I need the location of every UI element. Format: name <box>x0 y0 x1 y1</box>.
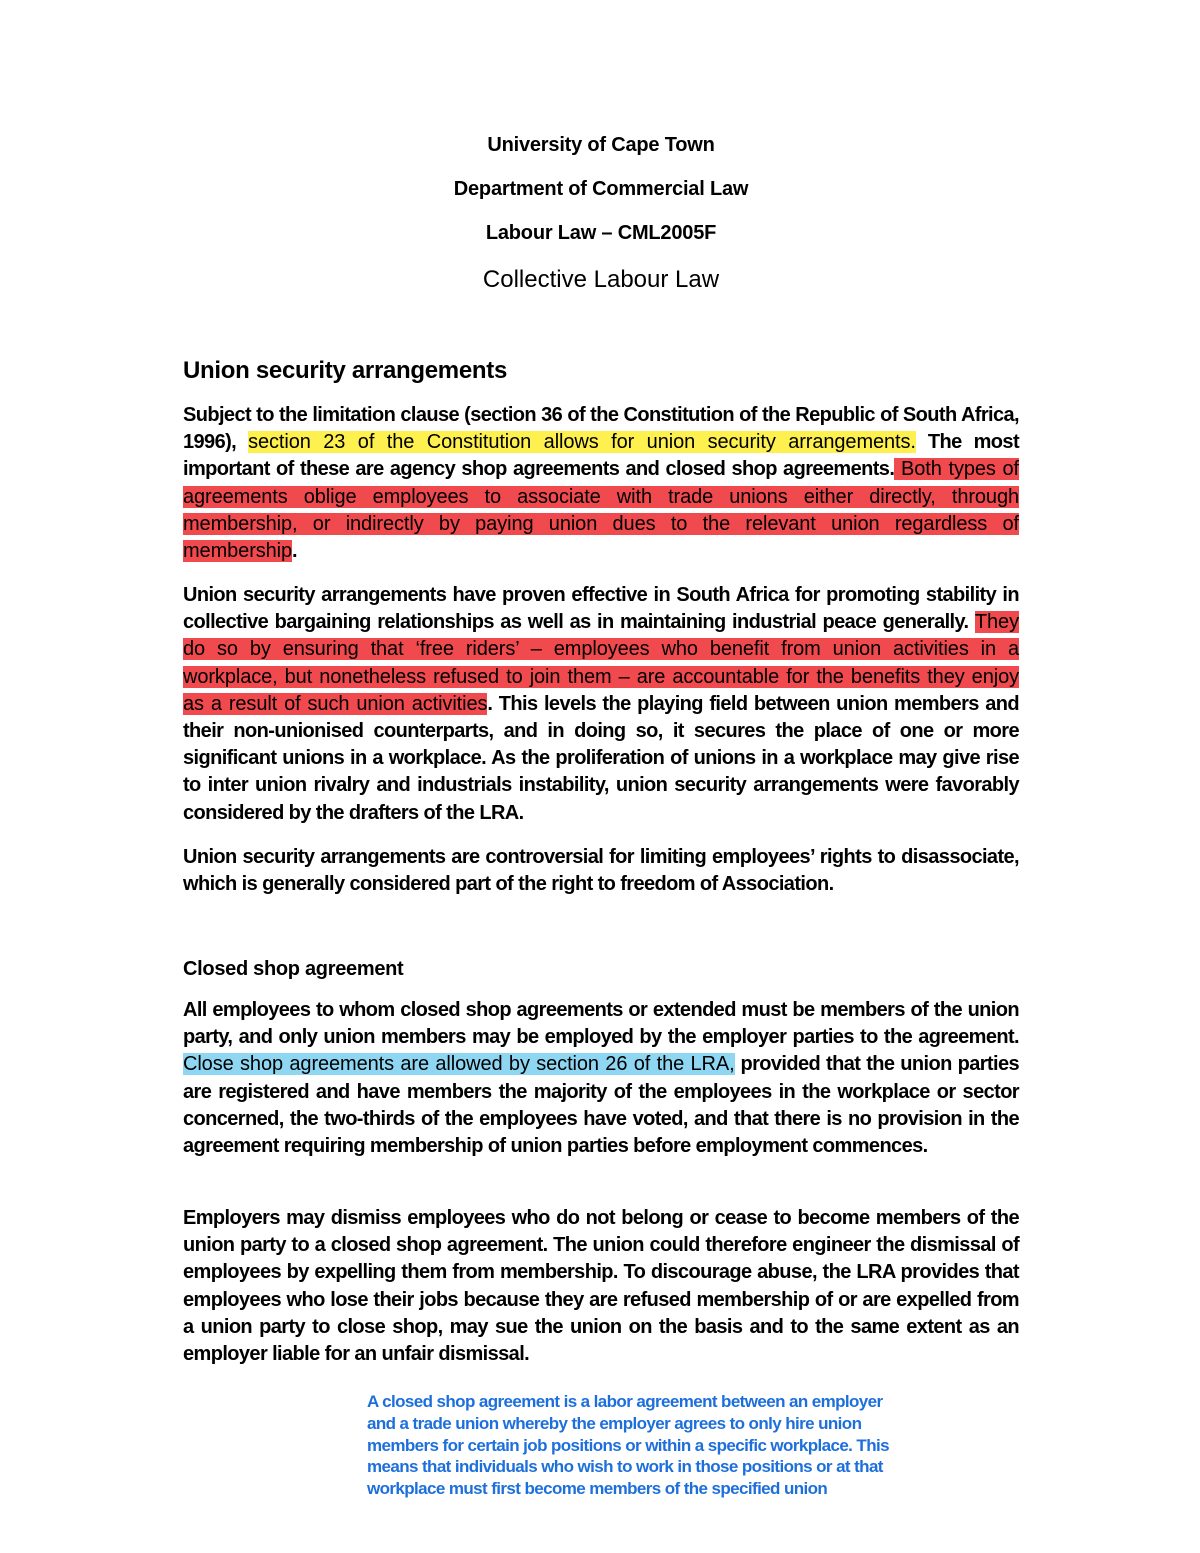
text-segment: All employees to whom closed shop agreements or extended must be members of the union party, and only union members may be employed by the employer parties to the agreement. <box>183 999 1019 1049</box>
text-segment: . <box>292 540 298 563</box>
text-segment: provided that the union parties are registered and have members the majority of the employees in the workplace or sector concerned, the two-thirds of the employees have voted, and that there is no provision in the agreement requiring membership of union parties before employment commences. <box>183 1053 1019 1158</box>
highlight-blue: Close shop agreements are allowed by section 26 of the LRA, <box>183 1053 735 1076</box>
department-name: Department of Commercial Law <box>453 178 749 200</box>
highlight-red: They do so by ensuring that ‘free riders’ – employees who benefit from union activities in a workplace, but nonetheless refused to join them – are accountable for the benefits they enjoy as a result of such union activities <box>183 611 1019 715</box>
annotation-note: A closed shop agreement is a labor agreement between an employer and a trade union whereby the employer agrees to only hire union members for certain job positions or within a specific workplace. This means that individuals who wish to work in those positions or at that workplace must first become members of the specified union <box>367 1392 889 1499</box>
paragraph-union-security-controversy: Union security arrangements are controversial for limiting employees’ rights to disassociate, which is generally considered part of the right to freedom of Association. <box>183 846 1019 896</box>
section-heading-closed-shop: Closed shop agreement <box>183 958 404 980</box>
university-name: University of Cape Town <box>487 134 715 156</box>
paragraph-union-security-intro <box>183 402 1019 565</box>
text-segment: . This levels the playing field between union members and their non-unionised counterparts, and in doing so, it secures the place of one or more significant unions in a workplace. As the proliferation of unions in a workplace may give rise to inter union rivalry and industrials instability, union security arrangements were favorably considered by the drafters of the LRA. <box>183 692 1019 824</box>
highlight-yellow: section 23 of the Constitution allows for union security arrangements. <box>248 431 916 454</box>
paragraph-closed-shop-dismissal: Employers may dismiss employees who do not belong or cease to become members of the union party to a closed shop agreement. The union could therefore engineer the dismissal of employees by expelling them from membership. To discourage abuse, the LRA provides that employees who lose their jobs because they are refused membership of or are expelled from a union party to close shop, may sue the union on the basis and to the same extent as an employer liable for an unfair dismissal. <box>183 1207 1019 1366</box>
course-code: Labour Law – CML2005F <box>485 222 717 244</box>
document-title: Collective Labour Law <box>482 266 720 293</box>
text-segment: Subject to the limitation clause (section 36 of the Constitution of the Republic of South Africa, 1996), <box>183 404 1019 454</box>
paragraph-union-security-effect <box>183 582 1019 827</box>
paragraph-closed-shop-definition <box>183 997 1019 1160</box>
highlight-red: Both types of agreements oblige employees to associate with trade unions either directly, through membership, or indirectly by paying union dues to the relevant union regardless of membership <box>183 458 1019 563</box>
text-segment: Union security arrangements have proven effective in South Africa for promoting stability in collective bargaining relationships as well as in maintaining industrial peace generally. <box>183 584 1019 634</box>
text-segment: The most important of these are agency shop agreements and closed shop agreements. <box>183 431 1019 481</box>
section-heading-union-security: Union security arrangements <box>183 357 507 384</box>
